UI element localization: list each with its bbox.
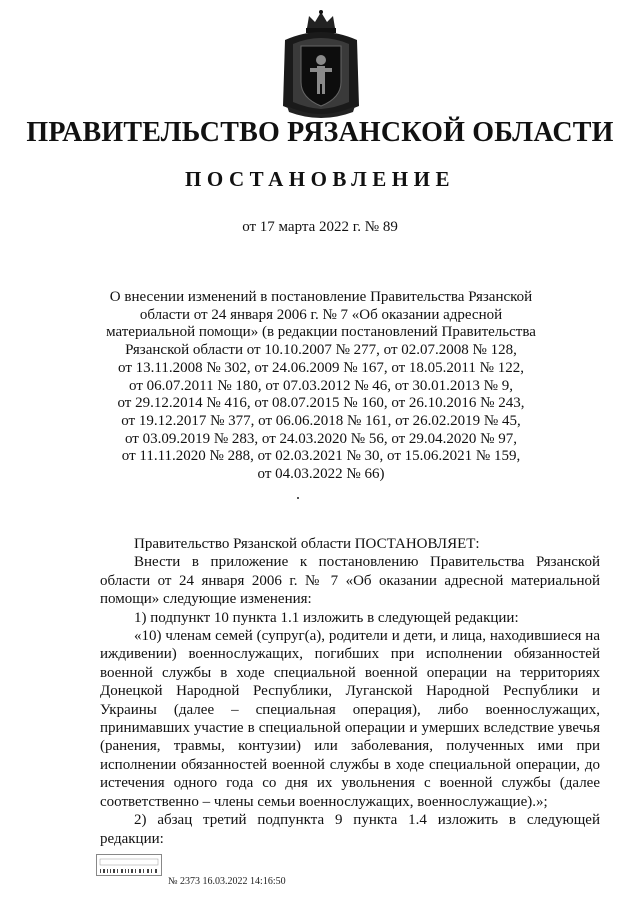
government-title: ПРАВИТЕЛЬСТВО РЯЗАНСКОЙ ОБЛАСТИ bbox=[26, 117, 614, 148]
body-paragraph: 2) абзац третий подпункта 9 пункта 1.4 изложить в следующей редакции: bbox=[100, 812, 600, 847]
body-paragraph: 1) подпункт 10 пункта 1.1 изложить в следующей редакции: bbox=[134, 609, 519, 626]
subject-line: от 06.07.2011 № 180, от 07.03.2012 № 46, от 30.01.2013 № 9, bbox=[129, 377, 513, 394]
subject-line: от 19.12.2017 № 377, от 06.06.2018 № 161, от 26.02.2019 № 45, bbox=[121, 412, 521, 429]
body-paragraph: «10) членам семей (супруг(а), родители и дети, и лица, находившиеся на иждивении) военнослужащих, погибших при исполнении обязанностей военной службы в ходе специальной военной операции на территориях Донецкой Народной Республики, Луганской Народной Республики и Украины (далее – специальная операция), либо военнослужащих, принимавших участие в специальной операции и умерших вследствие увечья (ранения, травмы, контузии) или заболевания, полученных ими при исполнении обязанностей военной службы в ходе специальной операции, до истечения одного года со дня их увольнения с военной службы (далее соответственно – члены семьи военнослужащих, военнослужащие).»; bbox=[100, 628, 600, 810]
subject-line: области от 24 января 2006 г. № 7 «Об оказании адресной bbox=[139, 306, 503, 323]
subject-line: от 11.11.2020 № 288, от 02.03.2021 № 30, от 15.06.2021 № 159, bbox=[121, 448, 521, 465]
body-paragraph: Внести в приложение к постановлению Правительства Рязанской области от 24 января 2006 г. № 7 «Об оказании адресной материальной помощи» следующие изменения: bbox=[100, 554, 600, 608]
scan-speck bbox=[297, 497, 299, 499]
document-subject bbox=[98, 289, 544, 484]
subject-line: материальной помощи» (в редакции постановлений Правительства bbox=[106, 324, 536, 341]
subject-line: от 03.09.2019 № 283, от 24.03.2020 № 56, от 29.04.2020 № 97, bbox=[124, 430, 517, 447]
registration-stamp: № 2373 16.03.2022 14:16:50 bbox=[168, 876, 286, 887]
subject-line: от 13.11.2008 № 302, от 24.06.2009 № 167, от 18.05.2011 № 122, bbox=[118, 359, 524, 376]
subject-line: О внесении изменений в постановление Правительства Рязанской bbox=[109, 289, 533, 305]
document-footer bbox=[96, 850, 356, 890]
document-type: ПОСТАНОВЛЕНИЕ bbox=[185, 167, 455, 191]
subject-line: Рязанской области от 10.10.2007 № 277, от 02.07.2008 № 128, bbox=[125, 342, 517, 359]
barcode-icon bbox=[97, 855, 161, 875]
subject-line: от 29.12.2014 № 416, от 08.07.2015 № 160, от 26.10.2016 № 243, bbox=[117, 395, 525, 412]
coat-of-arms-icon bbox=[279, 10, 363, 120]
body-paragraph: Правительство Рязанской области ПОСТАНОВЛЯЕТ: bbox=[134, 536, 480, 552]
date-number: от 17 марта 2022 г. № 89 bbox=[242, 219, 398, 235]
barcode-stamp bbox=[96, 854, 162, 876]
subject-line: от 04.03.2022 № 66) bbox=[257, 466, 385, 483]
document-body bbox=[100, 535, 600, 848]
